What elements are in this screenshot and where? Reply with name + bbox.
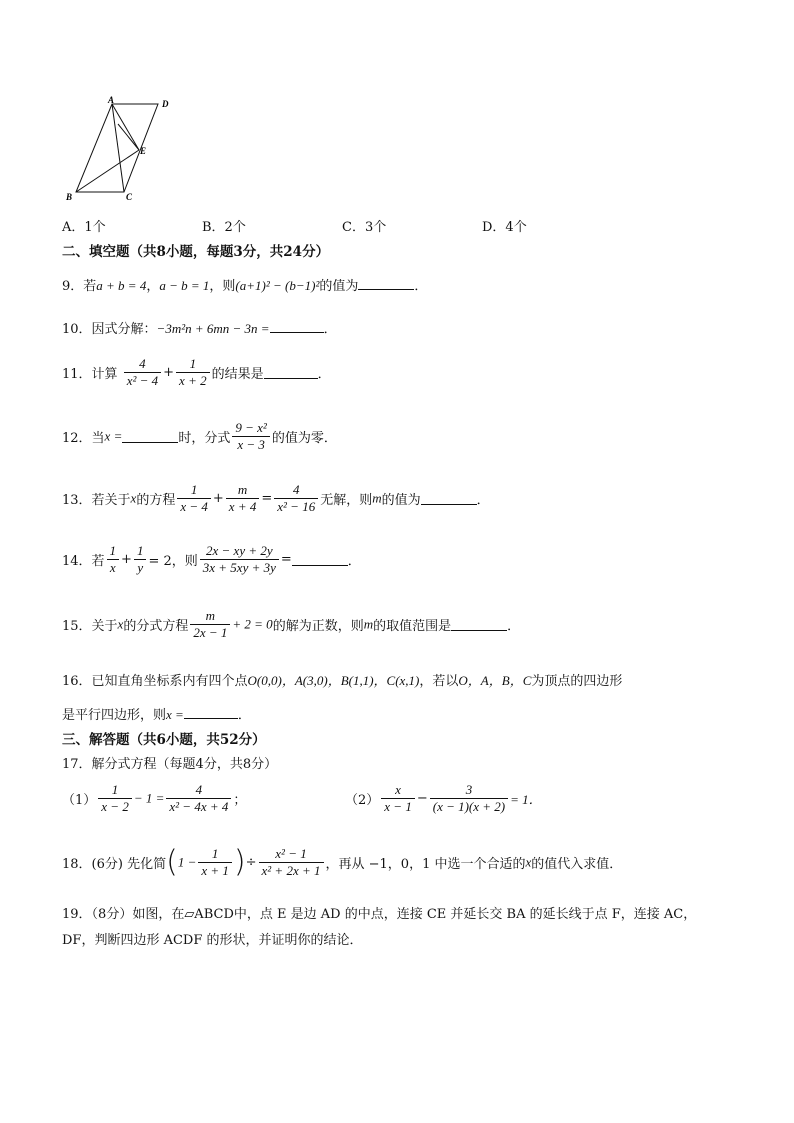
- q13-f2-den: x + 4: [226, 498, 260, 515]
- q13-tail2: 的值为: [381, 493, 421, 508]
- q12-tail: 的值为零．: [271, 431, 337, 446]
- q13-plus: +: [212, 491, 224, 506]
- q16-verts: O，A，B，C: [458, 673, 532, 688]
- q10-end: ．: [323, 322, 337, 337]
- q18-f1-num: 1: [211, 846, 219, 861]
- q9-cond1: a + b = 4: [96, 278, 147, 293]
- q13-m: m: [372, 490, 382, 506]
- q12-mid: 时，分式: [178, 431, 231, 446]
- q15-f-num: m: [205, 608, 216, 623]
- q18-prefix: 18．(6分) 先化简: [62, 857, 167, 872]
- q13-frac-2: [226, 482, 260, 515]
- q17-p1-frac-2: [166, 782, 231, 815]
- q17-p1-f1-num: 1: [111, 782, 119, 797]
- label-c: C: [126, 192, 133, 202]
- section-3-title: 三、解答题（共6小题，共52分）: [62, 732, 266, 748]
- label-d: D: [162, 99, 169, 109]
- q11-frac-1: [124, 356, 161, 389]
- q18-f1-den: x + 1: [198, 862, 232, 879]
- segment-be: [76, 150, 139, 192]
- q9-expr: (a+1)² − (b−1)²: [235, 278, 320, 293]
- q14-eq: = 2，则: [148, 554, 198, 569]
- q16-end: ．: [237, 708, 251, 723]
- question-16-line-1: [62, 670, 622, 689]
- q17-p1-label: （1）: [62, 793, 97, 808]
- question-9: [62, 275, 427, 294]
- q18-var: x: [525, 854, 532, 870]
- question-17-title: 17．解分式方程（每题4分，共8分）: [62, 757, 278, 772]
- q15-frac: [190, 608, 230, 641]
- choice-d: D．4个: [482, 220, 527, 235]
- q10-num: 10．因式分解：: [62, 322, 157, 337]
- q12-f-num: 9 − x²: [235, 420, 267, 435]
- q11-f2-den: x + 2: [176, 372, 210, 389]
- q14-f2-num: 1: [136, 543, 144, 558]
- question-17-part-2: [345, 782, 542, 815]
- q13-f3-num: 4: [292, 482, 300, 497]
- q17-p1-f1-den: x − 2: [98, 798, 132, 815]
- q9-sep: ，: [146, 279, 160, 294]
- question-18: [62, 846, 622, 879]
- q15-end: ．: [507, 619, 521, 634]
- question-10: [62, 318, 337, 337]
- q16-line2: 是平行四边形，则: [62, 708, 167, 723]
- q9-mid: ，则: [209, 279, 236, 294]
- q12-frac: [232, 420, 269, 453]
- q16-line1b: ，若以: [419, 674, 459, 689]
- q17-p2-frac-1: [381, 782, 415, 815]
- q13-mid: 的方程: [136, 493, 176, 508]
- q15-mid: 的分式方程: [123, 619, 189, 634]
- q17-p2-f2-num: 3: [465, 782, 473, 797]
- label-a: A: [108, 95, 115, 105]
- q11-f1-den: x² − 4: [124, 372, 161, 389]
- q16-line1c: 为顶点的四边形: [531, 674, 623, 689]
- section-2-title: 二、填空题（共8小题，每题3分，共24分）: [62, 244, 330, 260]
- q14-num: 14．若: [62, 554, 105, 569]
- q17-p2-mid: −: [416, 791, 428, 806]
- q14-f1-num: 1: [109, 543, 117, 558]
- q14-frac-1: [107, 543, 120, 576]
- q17-p1-mid: − 1 =: [133, 790, 165, 806]
- label-e: E: [140, 146, 147, 156]
- q14-f3-num: 2x − xy + 2y: [206, 543, 273, 558]
- q14-plus: +: [121, 552, 132, 567]
- q15-rest: + 2 = 0: [232, 616, 273, 632]
- q11-f2-num: 1: [189, 356, 197, 371]
- q11-frac-2: [176, 356, 210, 389]
- question-14: [62, 543, 361, 576]
- q13-f3-den: x² − 16: [274, 498, 318, 515]
- question-19-line-1: 19．（8分）如图，在▱ABCD中，点 E 是边 AD 的中点，连接 CE 并延长交 BA 的延长线于点 F，连接 AC，: [62, 907, 697, 922]
- q18-left-paren: (: [166, 844, 178, 880]
- q16-answer-blank[interactable]: [184, 706, 238, 719]
- q12-var: x =: [104, 428, 123, 444]
- q15-f-den: 2x − 1: [190, 624, 230, 641]
- q14-frac-2: [134, 543, 147, 576]
- q11-num: 11．计算: [62, 367, 118, 382]
- q16-points: O(0,0)，A(3,0)，B(1,1)，C(x,1): [247, 673, 420, 688]
- q17-p1-frac-1: [98, 782, 132, 815]
- q18-tail: ，再从 −1，0，1 中选一个合适的: [325, 857, 526, 872]
- choice-b: B．2个: [202, 220, 246, 235]
- question-17-part-1: [62, 782, 246, 815]
- q11-end: ．: [317, 367, 331, 382]
- q11-f1-num: 4: [139, 356, 146, 371]
- q15-tail2: 的取值范围是: [373, 619, 452, 634]
- q18-right-paren: ): [233, 844, 246, 880]
- q15-var: x: [117, 616, 124, 632]
- q17-p2-f1-den: x − 1: [381, 798, 415, 815]
- q14-answer-blank[interactable]: [292, 553, 348, 566]
- label-b: B: [66, 192, 73, 202]
- parallelogram-figure: [58, 94, 188, 206]
- q17-p2-f2-den: (x − 1)(x + 2): [430, 798, 508, 815]
- q14-f1-den: x: [107, 559, 120, 576]
- q9-answer-blank[interactable]: [358, 277, 414, 290]
- q18-tail2: 的值代入求值．: [531, 857, 623, 872]
- q17-p1-f2-den: x² − 4x + 4: [166, 798, 231, 815]
- q15-answer-blank[interactable]: [451, 618, 507, 631]
- question-13: [62, 482, 490, 515]
- q18-f2-num: x² − 1: [275, 846, 307, 861]
- question-11: [62, 356, 331, 389]
- q10-answer-blank[interactable]: [270, 320, 324, 333]
- q15-m: m: [363, 616, 374, 632]
- segment-ae: [112, 104, 139, 150]
- q11-plus: +: [163, 365, 175, 380]
- q11-answer-blank[interactable]: [264, 366, 318, 379]
- q15-num: 15．关于: [62, 619, 118, 634]
- q10-expr: −3m²n + 6mn − 3n =: [156, 321, 270, 336]
- q9-tail: 的值为: [319, 279, 359, 294]
- q13-f1-den: x − 4: [177, 498, 211, 515]
- q13-answer-blank[interactable]: [421, 492, 477, 505]
- q12-f-den: x − 3: [232, 436, 269, 453]
- q13-var: x: [130, 490, 137, 506]
- q17-p2-label: （2）: [345, 793, 380, 808]
- segment-ac: [112, 104, 124, 192]
- q14-end: ．: [347, 554, 361, 569]
- q17-p2-f1-num: x: [395, 782, 401, 797]
- q13-end: ．: [476, 493, 490, 508]
- question-19-line-2: DF，判断四边形 ACDF 的形状，并证明你的结论．: [62, 933, 363, 948]
- question-12: [62, 420, 337, 453]
- q14-f2-den: y: [134, 559, 147, 576]
- q9-cond2: a − b = 1: [159, 278, 210, 293]
- q14-frac-3: [200, 543, 279, 576]
- q18-f2-den: x² + 2x + 1: [259, 862, 324, 879]
- q13-tail1: 无解，则: [320, 493, 373, 508]
- q18-frac-1: [198, 846, 232, 879]
- q14-f3-den: 3x + 5xy + 3y: [200, 559, 279, 576]
- q13-f2-num: m: [237, 482, 248, 497]
- choice-a: A．1个: [62, 220, 106, 235]
- choice-c: C．3个: [342, 220, 387, 235]
- q15-tail1: 的解为正数，则: [272, 619, 364, 634]
- q13-f1-num: 1: [190, 482, 198, 497]
- q16-line1: 16．已知直角坐标系内有四个点: [62, 674, 248, 689]
- q14-eq2: =: [280, 552, 292, 567]
- q9-end: ．: [414, 279, 428, 294]
- q13-num: 13．若关于: [62, 493, 131, 508]
- q17-p1-end: ；: [233, 793, 247, 808]
- q13-frac-3: [274, 482, 318, 515]
- q13-eq: =: [261, 491, 273, 506]
- question-15: [62, 608, 520, 641]
- q18-div: ÷: [245, 855, 257, 870]
- q9-num: 9．若: [62, 279, 97, 294]
- q12-num: 12．当: [62, 431, 105, 446]
- q12-answer-blank[interactable]: [122, 430, 178, 443]
- q11-tail: 的结果是: [211, 367, 264, 382]
- q13-frac-1: [177, 482, 211, 515]
- segment-de-ext: [118, 124, 139, 150]
- q17-p1-f2-num: 4: [195, 782, 203, 797]
- q17-p2-frac-2: [430, 782, 508, 815]
- question-16-line-2: [62, 704, 251, 723]
- q16-var: x =: [166, 707, 184, 722]
- q17-p2-end: = 1．: [510, 792, 542, 807]
- q18-inner-one: 1 −: [177, 854, 197, 870]
- q18-frac-2: [259, 846, 324, 879]
